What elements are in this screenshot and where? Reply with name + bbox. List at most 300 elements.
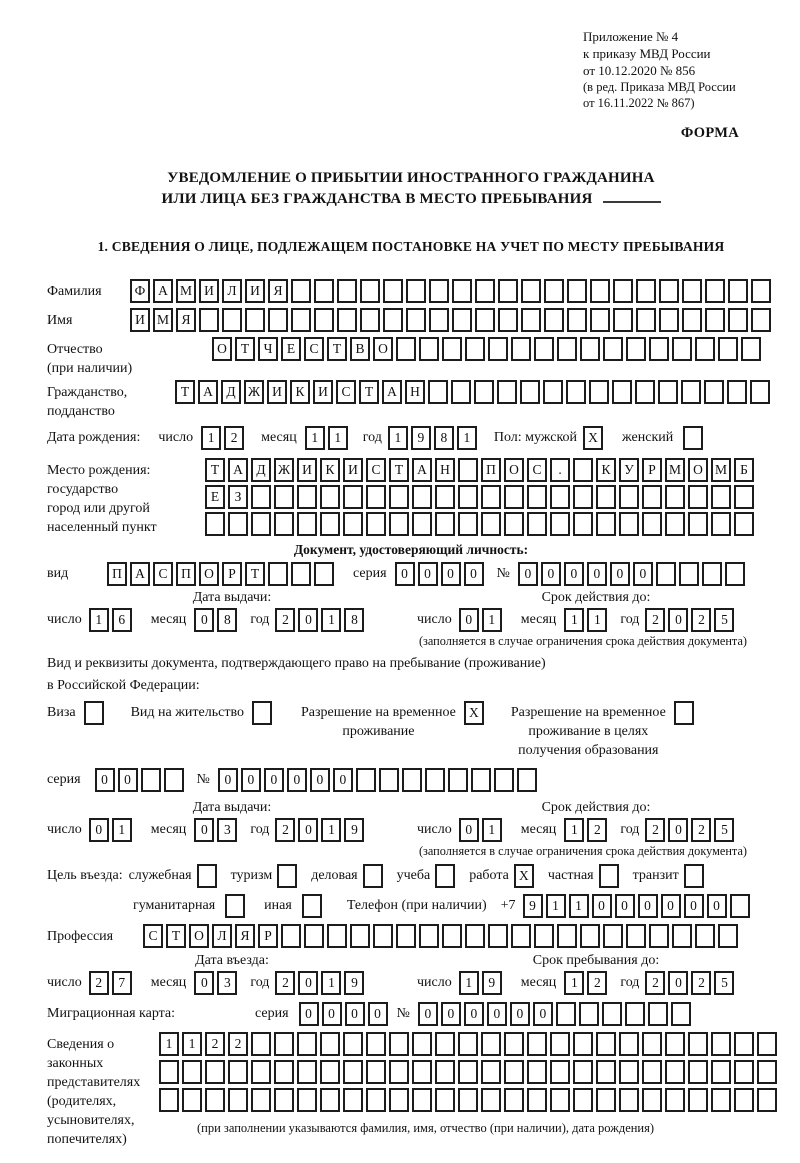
form-cell[interactable]: Я <box>176 308 196 332</box>
form-cell[interactable]: О <box>504 458 524 482</box>
form-cell[interactable]: С <box>527 458 547 482</box>
form-cell[interactable] <box>705 308 725 332</box>
form-cell[interactable] <box>734 512 754 536</box>
form-cell[interactable]: 1 <box>564 608 584 632</box>
form-cell[interactable]: И <box>313 380 333 404</box>
form-cell[interactable] <box>757 1060 777 1084</box>
form-cell[interactable] <box>711 512 731 536</box>
form-cell[interactable]: Н <box>405 380 425 404</box>
form-cell[interactable] <box>302 894 322 918</box>
form-cell[interactable] <box>406 308 426 332</box>
form-cell[interactable] <box>550 512 570 536</box>
form-cell[interactable] <box>567 279 587 303</box>
form-cell[interactable] <box>182 1060 202 1084</box>
form-cell[interactable]: 0 <box>118 768 138 792</box>
form-cell[interactable]: 1 <box>305 426 325 450</box>
form-cell[interactable]: 2 <box>228 1032 248 1056</box>
form-cell[interactable] <box>682 279 702 303</box>
form-cell[interactable] <box>550 1088 570 1112</box>
form-cell[interactable] <box>268 308 288 332</box>
form-cell[interactable] <box>573 485 593 509</box>
form-cell[interactable]: 2 <box>645 971 665 995</box>
form-cell[interactable] <box>725 562 745 586</box>
form-cell[interactable]: Р <box>258 924 278 948</box>
form-cell[interactable]: 1 <box>321 818 341 842</box>
form-cell[interactable]: 0 <box>668 818 688 842</box>
form-cell[interactable] <box>659 308 679 332</box>
form-cell[interactable]: 0 <box>418 562 438 586</box>
form-cell[interactable]: 0 <box>661 894 681 918</box>
form-cell[interactable]: А <box>228 458 248 482</box>
form-cell[interactable]: 1 <box>388 426 408 450</box>
form-cell[interactable] <box>379 768 399 792</box>
form-cell[interactable]: X <box>514 864 534 888</box>
form-cell[interactable] <box>412 512 432 536</box>
form-cell[interactable] <box>642 1088 662 1112</box>
form-cell[interactable] <box>199 308 219 332</box>
form-cell[interactable] <box>520 380 540 404</box>
form-cell[interactable] <box>603 924 623 948</box>
form-cell[interactable] <box>343 485 363 509</box>
form-cell[interactable]: 0 <box>194 608 214 632</box>
form-cell[interactable] <box>665 512 685 536</box>
form-cell[interactable] <box>396 337 416 361</box>
form-cell[interactable]: 2 <box>645 608 665 632</box>
form-cell[interactable] <box>475 308 495 332</box>
form-cell[interactable]: П <box>176 562 196 586</box>
form-cell[interactable]: 1 <box>546 894 566 918</box>
form-cell[interactable] <box>718 924 738 948</box>
form-cell[interactable] <box>517 768 537 792</box>
form-cell[interactable]: 1 <box>482 818 502 842</box>
form-cell[interactable]: 0 <box>592 894 612 918</box>
form-cell[interactable] <box>452 308 472 332</box>
form-cell[interactable]: 1 <box>201 426 221 450</box>
form-cell[interactable] <box>504 1032 524 1056</box>
form-cell[interactable]: 0 <box>587 562 607 586</box>
form-cell[interactable] <box>613 308 633 332</box>
form-cell[interactable] <box>596 485 616 509</box>
form-cell[interactable]: И <box>130 308 150 332</box>
form-cell[interactable] <box>504 512 524 536</box>
form-cell[interactable]: 2 <box>224 426 244 450</box>
form-cell[interactable] <box>497 380 517 404</box>
form-cell[interactable] <box>343 512 363 536</box>
form-cell[interactable]: 1 <box>587 608 607 632</box>
form-cell[interactable]: 0 <box>459 818 479 842</box>
form-cell[interactable]: 0 <box>668 971 688 995</box>
form-cell[interactable]: Б <box>734 458 754 482</box>
form-cell[interactable] <box>320 1060 340 1084</box>
form-cell[interactable] <box>656 562 676 586</box>
form-cell[interactable] <box>429 279 449 303</box>
form-cell[interactable]: Я <box>268 279 288 303</box>
form-cell[interactable] <box>465 924 485 948</box>
form-cell[interactable]: 0 <box>310 768 330 792</box>
form-cell[interactable] <box>658 380 678 404</box>
form-cell[interactable] <box>550 485 570 509</box>
form-cell[interactable] <box>741 337 761 361</box>
form-cell[interactable]: 9 <box>482 971 502 995</box>
form-cell[interactable]: А <box>382 380 402 404</box>
form-cell[interactable]: 0 <box>418 1002 438 1026</box>
form-cell[interactable] <box>626 924 646 948</box>
form-cell[interactable] <box>481 1032 501 1056</box>
form-cell[interactable] <box>451 380 471 404</box>
form-cell[interactable] <box>412 485 432 509</box>
form-cell[interactable]: Р <box>222 562 242 586</box>
form-cell[interactable] <box>498 308 518 332</box>
form-cell[interactable]: 2 <box>691 971 711 995</box>
form-cell[interactable] <box>337 279 357 303</box>
form-cell[interactable] <box>636 308 656 332</box>
form-cell[interactable] <box>642 485 662 509</box>
form-cell[interactable] <box>428 380 448 404</box>
form-cell[interactable]: О <box>189 924 209 948</box>
form-cell[interactable]: 7 <box>112 971 132 995</box>
form-cell[interactable] <box>704 380 724 404</box>
form-cell[interactable] <box>734 1088 754 1112</box>
form-cell[interactable] <box>320 1088 340 1112</box>
form-cell[interactable]: 2 <box>587 971 607 995</box>
form-cell[interactable]: 0 <box>264 768 284 792</box>
form-cell[interactable] <box>402 768 422 792</box>
form-cell[interactable]: 1 <box>159 1032 179 1056</box>
form-cell[interactable] <box>734 1032 754 1056</box>
form-cell[interactable] <box>613 279 633 303</box>
form-cell[interactable] <box>84 701 104 725</box>
form-cell[interactable] <box>435 864 455 888</box>
form-cell[interactable]: Т <box>327 337 347 361</box>
form-cell[interactable]: 0 <box>464 1002 484 1026</box>
form-cell[interactable]: Ч <box>258 337 278 361</box>
form-cell[interactable] <box>757 1088 777 1112</box>
form-cell[interactable]: О <box>373 337 393 361</box>
form-cell[interactable] <box>268 562 288 586</box>
form-cell[interactable] <box>649 337 669 361</box>
form-cell[interactable]: 2 <box>587 818 607 842</box>
form-cell[interactable]: Я <box>235 924 255 948</box>
form-cell[interactable]: 1 <box>482 608 502 632</box>
form-cell[interactable] <box>297 1032 317 1056</box>
form-cell[interactable] <box>648 1002 668 1026</box>
form-cell[interactable] <box>366 485 386 509</box>
form-cell[interactable]: 0 <box>95 768 115 792</box>
form-cell[interactable]: К <box>290 380 310 404</box>
form-cell[interactable] <box>683 426 703 450</box>
form-cell[interactable]: В <box>350 337 370 361</box>
form-cell[interactable] <box>297 1088 317 1112</box>
form-cell[interactable]: Т <box>359 380 379 404</box>
form-cell[interactable]: И <box>343 458 363 482</box>
form-cell[interactable] <box>625 1002 645 1026</box>
form-cell[interactable] <box>458 1060 478 1084</box>
form-cell[interactable]: 1 <box>328 426 348 450</box>
form-cell[interactable] <box>688 1032 708 1056</box>
form-cell[interactable]: 0 <box>510 1002 530 1026</box>
form-cell[interactable] <box>521 308 541 332</box>
form-cell[interactable] <box>475 279 495 303</box>
form-cell[interactable] <box>550 1032 570 1056</box>
form-cell[interactable] <box>481 1088 501 1112</box>
form-cell[interactable]: 2 <box>275 818 295 842</box>
form-cell[interactable] <box>412 1032 432 1056</box>
form-cell[interactable] <box>728 308 748 332</box>
form-cell[interactable] <box>659 279 679 303</box>
form-cell[interactable]: А <box>412 458 432 482</box>
form-cell[interactable] <box>251 512 271 536</box>
form-cell[interactable] <box>435 485 455 509</box>
form-cell[interactable]: 0 <box>89 818 109 842</box>
form-cell[interactable]: М <box>176 279 196 303</box>
form-cell[interactable]: У <box>619 458 639 482</box>
form-cell[interactable] <box>626 337 646 361</box>
form-cell[interactable]: М <box>665 458 685 482</box>
form-cell[interactable] <box>366 1060 386 1084</box>
form-cell[interactable]: Ж <box>274 458 294 482</box>
form-cell[interactable] <box>225 894 245 918</box>
form-cell[interactable] <box>504 1088 524 1112</box>
form-cell[interactable] <box>251 485 271 509</box>
form-cell[interactable]: С <box>366 458 386 482</box>
form-cell[interactable]: 2 <box>645 818 665 842</box>
form-cell[interactable] <box>665 485 685 509</box>
form-cell[interactable] <box>141 768 161 792</box>
form-cell[interactable]: 6 <box>112 608 132 632</box>
form-cell[interactable] <box>688 1088 708 1112</box>
form-cell[interactable]: 3 <box>217 971 237 995</box>
form-cell[interactable]: 2 <box>275 971 295 995</box>
form-cell[interactable]: 0 <box>298 971 318 995</box>
form-cell[interactable] <box>527 512 547 536</box>
form-cell[interactable]: О <box>212 337 232 361</box>
form-cell[interactable]: А <box>198 380 218 404</box>
form-cell[interactable]: С <box>336 380 356 404</box>
form-cell[interactable] <box>711 1060 731 1084</box>
form-cell[interactable] <box>429 308 449 332</box>
form-cell[interactable] <box>228 512 248 536</box>
form-cell[interactable]: К <box>596 458 616 482</box>
form-cell[interactable]: 5 <box>714 818 734 842</box>
form-cell[interactable] <box>277 864 297 888</box>
form-cell[interactable] <box>602 1002 622 1026</box>
form-cell[interactable] <box>682 308 702 332</box>
form-cell[interactable]: 3 <box>217 818 237 842</box>
form-cell[interactable] <box>343 1088 363 1112</box>
form-cell[interactable] <box>458 458 478 482</box>
form-cell[interactable]: И <box>199 279 219 303</box>
form-cell[interactable] <box>544 279 564 303</box>
form-cell[interactable] <box>452 279 472 303</box>
form-cell[interactable] <box>373 924 393 948</box>
form-cell[interactable] <box>205 1088 225 1112</box>
form-cell[interactable]: Ф <box>130 279 150 303</box>
form-cell[interactable] <box>642 1060 662 1084</box>
form-cell[interactable] <box>527 1060 547 1084</box>
form-cell[interactable] <box>327 924 347 948</box>
form-cell[interactable] <box>281 924 301 948</box>
form-cell[interactable] <box>274 512 294 536</box>
form-cell[interactable] <box>251 1088 271 1112</box>
form-cell[interactable]: 0 <box>322 1002 342 1026</box>
form-cell[interactable]: С <box>304 337 324 361</box>
form-cell[interactable]: 1 <box>564 971 584 995</box>
form-cell[interactable] <box>245 308 265 332</box>
form-cell[interactable] <box>314 279 334 303</box>
form-cell[interactable] <box>674 701 694 725</box>
form-cell[interactable] <box>419 924 439 948</box>
form-cell[interactable] <box>389 1032 409 1056</box>
form-cell[interactable] <box>649 924 669 948</box>
form-cell[interactable] <box>343 1060 363 1084</box>
form-cell[interactable] <box>705 279 725 303</box>
form-cell[interactable] <box>366 512 386 536</box>
form-cell[interactable] <box>599 864 619 888</box>
form-cell[interactable] <box>425 768 445 792</box>
form-cell[interactable] <box>580 924 600 948</box>
form-cell[interactable]: 8 <box>344 608 364 632</box>
form-cell[interactable] <box>543 380 563 404</box>
form-cell[interactable]: 2 <box>89 971 109 995</box>
form-cell[interactable] <box>590 308 610 332</box>
form-cell[interactable] <box>435 1060 455 1084</box>
form-cell[interactable] <box>718 337 738 361</box>
form-cell[interactable] <box>383 308 403 332</box>
form-cell[interactable]: 0 <box>194 971 214 995</box>
form-cell[interactable]: Д <box>251 458 271 482</box>
form-cell[interactable] <box>619 1088 639 1112</box>
form-cell[interactable] <box>665 1032 685 1056</box>
form-cell[interactable]: З <box>228 485 248 509</box>
form-cell[interactable] <box>350 924 370 948</box>
form-cell[interactable] <box>314 308 334 332</box>
form-cell[interactable] <box>521 279 541 303</box>
form-cell[interactable] <box>695 924 715 948</box>
form-cell[interactable] <box>419 337 439 361</box>
form-cell[interactable]: С <box>153 562 173 586</box>
form-cell[interactable]: 1 <box>321 608 341 632</box>
form-cell[interactable] <box>448 768 468 792</box>
form-cell[interactable]: 5 <box>714 971 734 995</box>
form-cell[interactable] <box>504 1060 524 1084</box>
form-cell[interactable] <box>360 279 380 303</box>
form-cell[interactable]: 0 <box>395 562 415 586</box>
form-cell[interactable] <box>702 562 722 586</box>
form-cell[interactable] <box>304 924 324 948</box>
form-cell[interactable]: И <box>245 279 265 303</box>
form-cell[interactable] <box>251 1060 271 1084</box>
form-cell[interactable]: . <box>550 458 570 482</box>
form-cell[interactable] <box>567 308 587 332</box>
form-cell[interactable]: 2 <box>275 608 295 632</box>
form-cell[interactable]: 1 <box>89 608 109 632</box>
form-cell[interactable] <box>534 337 554 361</box>
form-cell[interactable] <box>711 1032 731 1056</box>
form-cell[interactable] <box>494 768 514 792</box>
form-cell[interactable]: 9 <box>411 426 431 450</box>
form-cell[interactable] <box>205 1060 225 1084</box>
form-cell[interactable] <box>681 380 701 404</box>
form-cell[interactable] <box>406 279 426 303</box>
form-cell[interactable]: 0 <box>287 768 307 792</box>
form-cell[interactable]: Л <box>222 279 242 303</box>
form-cell[interactable] <box>205 512 225 536</box>
form-cell[interactable] <box>356 768 376 792</box>
form-cell[interactable]: 5 <box>714 608 734 632</box>
form-cell[interactable] <box>389 485 409 509</box>
form-cell[interactable] <box>635 380 655 404</box>
form-cell[interactable] <box>672 337 692 361</box>
form-cell[interactable]: О <box>199 562 219 586</box>
form-cell[interactable]: X <box>583 426 603 450</box>
form-cell[interactable] <box>314 562 334 586</box>
form-cell[interactable] <box>435 1032 455 1056</box>
form-cell[interactable]: И <box>297 458 317 482</box>
form-cell[interactable] <box>612 380 632 404</box>
form-cell[interactable] <box>435 512 455 536</box>
form-cell[interactable]: П <box>107 562 127 586</box>
form-cell[interactable] <box>396 924 416 948</box>
form-cell[interactable]: 0 <box>218 768 238 792</box>
form-cell[interactable] <box>527 1032 547 1056</box>
form-cell[interactable] <box>366 1032 386 1056</box>
form-cell[interactable]: Т <box>166 924 186 948</box>
form-cell[interactable] <box>580 337 600 361</box>
form-cell[interactable] <box>573 1060 593 1084</box>
form-cell[interactable]: X <box>464 701 484 725</box>
form-cell[interactable] <box>471 768 491 792</box>
form-cell[interactable] <box>688 485 708 509</box>
form-cell[interactable] <box>734 485 754 509</box>
form-cell[interactable]: 0 <box>298 818 318 842</box>
form-cell[interactable] <box>566 380 586 404</box>
form-cell[interactable] <box>534 924 554 948</box>
form-cell[interactable] <box>642 1032 662 1056</box>
form-cell[interactable] <box>252 701 272 725</box>
form-cell[interactable] <box>474 380 494 404</box>
form-cell[interactable] <box>383 279 403 303</box>
form-cell[interactable] <box>573 512 593 536</box>
form-cell[interactable]: 0 <box>633 562 653 586</box>
form-cell[interactable] <box>527 1088 547 1112</box>
form-cell[interactable]: Д <box>221 380 241 404</box>
form-cell[interactable]: М <box>711 458 731 482</box>
form-cell[interactable]: 0 <box>441 1002 461 1026</box>
form-cell[interactable]: С <box>143 924 163 948</box>
form-cell[interactable]: Ж <box>244 380 264 404</box>
form-cell[interactable] <box>228 1060 248 1084</box>
form-cell[interactable] <box>481 512 501 536</box>
form-cell[interactable]: Е <box>205 485 225 509</box>
form-cell[interactable]: К <box>320 458 340 482</box>
form-cell[interactable] <box>556 1002 576 1026</box>
form-cell[interactable] <box>751 308 771 332</box>
form-cell[interactable]: М <box>153 308 173 332</box>
form-cell[interactable] <box>636 279 656 303</box>
form-cell[interactable] <box>751 279 771 303</box>
form-cell[interactable]: Р <box>642 458 662 482</box>
form-cell[interactable] <box>589 380 609 404</box>
form-cell[interactable]: 0 <box>518 562 538 586</box>
form-cell[interactable]: 0 <box>533 1002 553 1026</box>
form-cell[interactable]: 0 <box>241 768 261 792</box>
form-cell[interactable] <box>596 1088 616 1112</box>
form-cell[interactable]: 9 <box>344 971 364 995</box>
form-cell[interactable]: 0 <box>333 768 353 792</box>
form-cell[interactable] <box>197 864 217 888</box>
form-cell[interactable]: О <box>688 458 708 482</box>
form-cell[interactable]: 0 <box>684 894 704 918</box>
